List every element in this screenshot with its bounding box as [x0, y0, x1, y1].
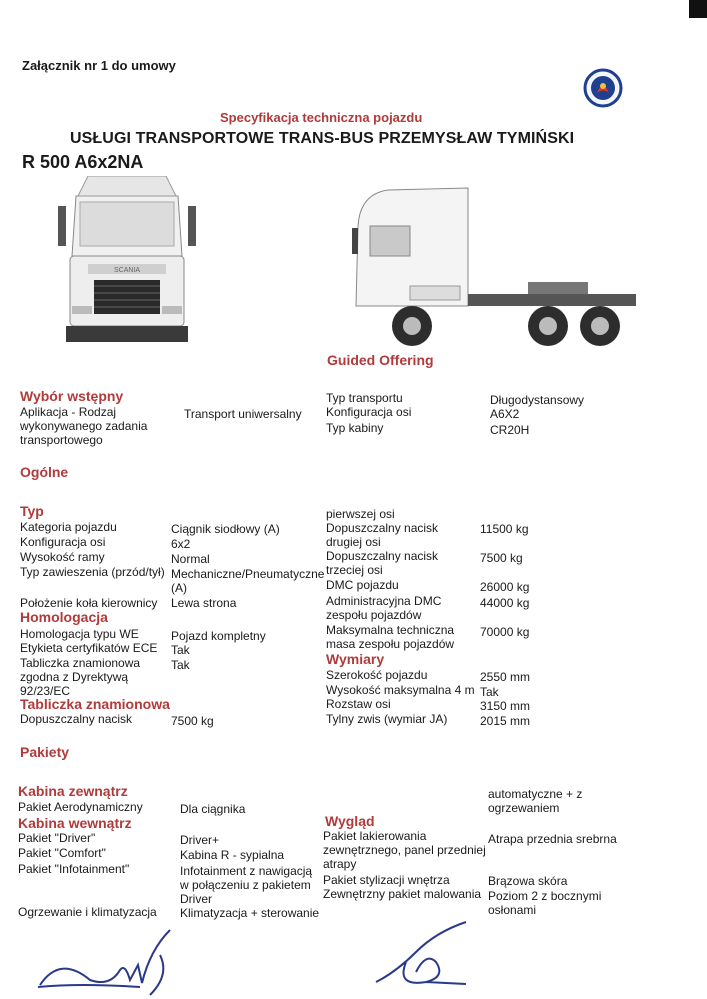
kabina-wew-label: Pakiet "Comfort"	[18, 846, 106, 860]
guided-offering-heading: Guided Offering	[327, 352, 434, 368]
kabina-wew-value: Kabina R - sypialna	[180, 848, 285, 862]
typ-value: Mechaniczne/Pneumatyczne (A)	[171, 567, 325, 595]
wybor-app-value: Transport uniwersalny	[184, 407, 302, 421]
wyglad-value: Poziom 2 z bocznymi osłonami	[488, 889, 602, 917]
kabina-zew-value: Dla ciągnika	[180, 802, 246, 816]
wymiary-label: Szerokość pojazdu	[326, 668, 428, 682]
truck-side-image	[348, 186, 638, 348]
wymiary-value: 3150 mm	[480, 699, 531, 713]
wybor-heading: Wybór wstępny	[20, 388, 124, 404]
typ-value: 6x2	[171, 537, 191, 551]
homologacja-value: Tak	[171, 658, 190, 672]
wyglad-heading: Wygląd	[325, 813, 375, 829]
wyglad-label: Pakiet lakierowania zewnętrznego, panel przedniej atrapy	[323, 829, 486, 871]
load-value: 44000 kg	[480, 596, 530, 610]
company-name: USŁUGI TRANSPORTOWE TRANS-BUS PRZEMYSŁAW TYMIŃSKI	[70, 130, 575, 147]
homologacja-label: Homologacja typu WE	[20, 627, 139, 641]
pakiety-heading: Pakiety	[20, 744, 70, 760]
typ-label: Typ zawieszenia (przód/tył)	[20, 565, 165, 579]
wymiary-value: 2015 mm	[480, 714, 531, 728]
kabina-wew-label: Pakiet "Driver"	[18, 831, 96, 845]
load-label: Dopuszczalny nacisk drugiej osi	[326, 521, 439, 549]
typ-value: Lewa strona	[171, 596, 237, 610]
homologacja-heading: Homologacja	[20, 609, 108, 625]
load-value: 7500 kg	[480, 551, 523, 565]
load-label-tail: pierwszej osi	[326, 507, 395, 521]
wyglad-value: Brązowa skóra	[488, 874, 568, 888]
homologacja-label: Etykieta certyfikatów ECE	[20, 641, 158, 655]
homologacja-label: Tabliczka znamionowa zgodna z Dyrektywą 92/23/EC	[20, 656, 141, 698]
truck-front-image	[58, 176, 196, 344]
klima-value-tail: automatyczne + z ogrzewaniem	[488, 787, 583, 815]
wymiary-value: 2550 mm	[480, 670, 531, 684]
kabina-wew-value: Klimatyzacja + sterowanie	[180, 906, 320, 920]
kabina-zew-heading: Kabina zewnątrz	[18, 783, 128, 799]
load-value: 11500 kg	[480, 522, 529, 536]
load-label: Administracyjna DMC zespołu pojazdów	[326, 594, 442, 622]
wyglad-value: Atrapa przednia srebrna	[488, 832, 617, 846]
kabina-wew-value: Infotainment z nawigacją w połączeniu z pakietem Driver	[180, 864, 313, 906]
wyglad-label: Pakiet stylizacji wnętrza	[323, 873, 450, 887]
kabina-wew-heading: Kabina wewnątrz	[18, 815, 132, 831]
wybor-label: Typ kabiny	[326, 421, 384, 435]
scan-edge-mark	[689, 0, 707, 20]
typ-label: Konfiguracja osi	[20, 535, 106, 549]
wymiary-label: Tylny zwis (wymiar JA)	[326, 712, 448, 726]
typ-value: Ciągnik siodłowy (A)	[171, 522, 280, 536]
tabliczka-value: 7500 kg	[171, 714, 214, 728]
wybor-value: CR20H	[490, 423, 530, 437]
typ-value: Normal	[171, 552, 210, 566]
kabina-wew-label: Ogrzewanie i klimatyzacja	[18, 905, 157, 919]
kabina-zew-label: Pakiet Aerodynamiczny	[18, 800, 143, 814]
typ-label: Kategoria pojazdu	[20, 520, 117, 534]
signature-right	[366, 912, 491, 992]
wyglad-label: Zewnętrzny pakiet malowania	[323, 887, 482, 901]
wymiary-label: Wysokość maksymalna 4 m	[326, 683, 475, 697]
annex-label: Załącznik nr 1 do umowy	[22, 58, 176, 73]
ogolne-heading: Ogólne	[20, 464, 69, 480]
signature-left	[20, 925, 190, 997]
load-value: 70000 kg	[480, 625, 530, 639]
wybor-value: A6X2	[490, 407, 520, 421]
homologacja-value: Pojazd kompletny	[171, 629, 266, 643]
model-title: R 500 A6x2NA	[22, 152, 144, 172]
scania-logo-icon	[583, 68, 623, 108]
kabina-wew-label: Pakiet "Infotainment"	[18, 862, 130, 876]
wybor-app-label: Aplikacja - Rodzaj wykonywanego zadania transportowego	[20, 405, 148, 447]
wybor-label: Typ transportu	[326, 391, 403, 405]
typ-heading: Typ	[20, 503, 44, 519]
tabliczka-heading: Tabliczka znamionowa	[20, 696, 170, 712]
load-value: 26000 kg	[480, 580, 530, 594]
homologacja-value: Tak	[171, 643, 190, 657]
spec-title: Specyfikacja techniczna pojazdu	[220, 110, 423, 125]
wybor-value: Długodystansowy	[490, 393, 585, 407]
typ-label: Wysokość ramy	[20, 550, 105, 564]
load-label: Maksymalna techniczna masa zespołu pojazdów	[326, 623, 455, 651]
truck-badge: SCANIA	[113, 267, 141, 274]
tabliczka-label: Dopuszczalny nacisk	[20, 712, 133, 726]
load-label: Dopuszczalny nacisk trzeciej osi	[326, 549, 439, 577]
wymiary-value: Tak	[480, 685, 499, 699]
wymiary-label: Rozstaw osi	[326, 697, 391, 711]
load-label: DMC pojazdu	[326, 578, 399, 592]
wybor-label: Konfiguracja osi	[326, 405, 412, 419]
wymiary-heading: Wymiary	[326, 651, 385, 667]
typ-label: Położenie koła kierownicy	[20, 596, 158, 610]
kabina-wew-value: Driver+	[180, 833, 220, 847]
